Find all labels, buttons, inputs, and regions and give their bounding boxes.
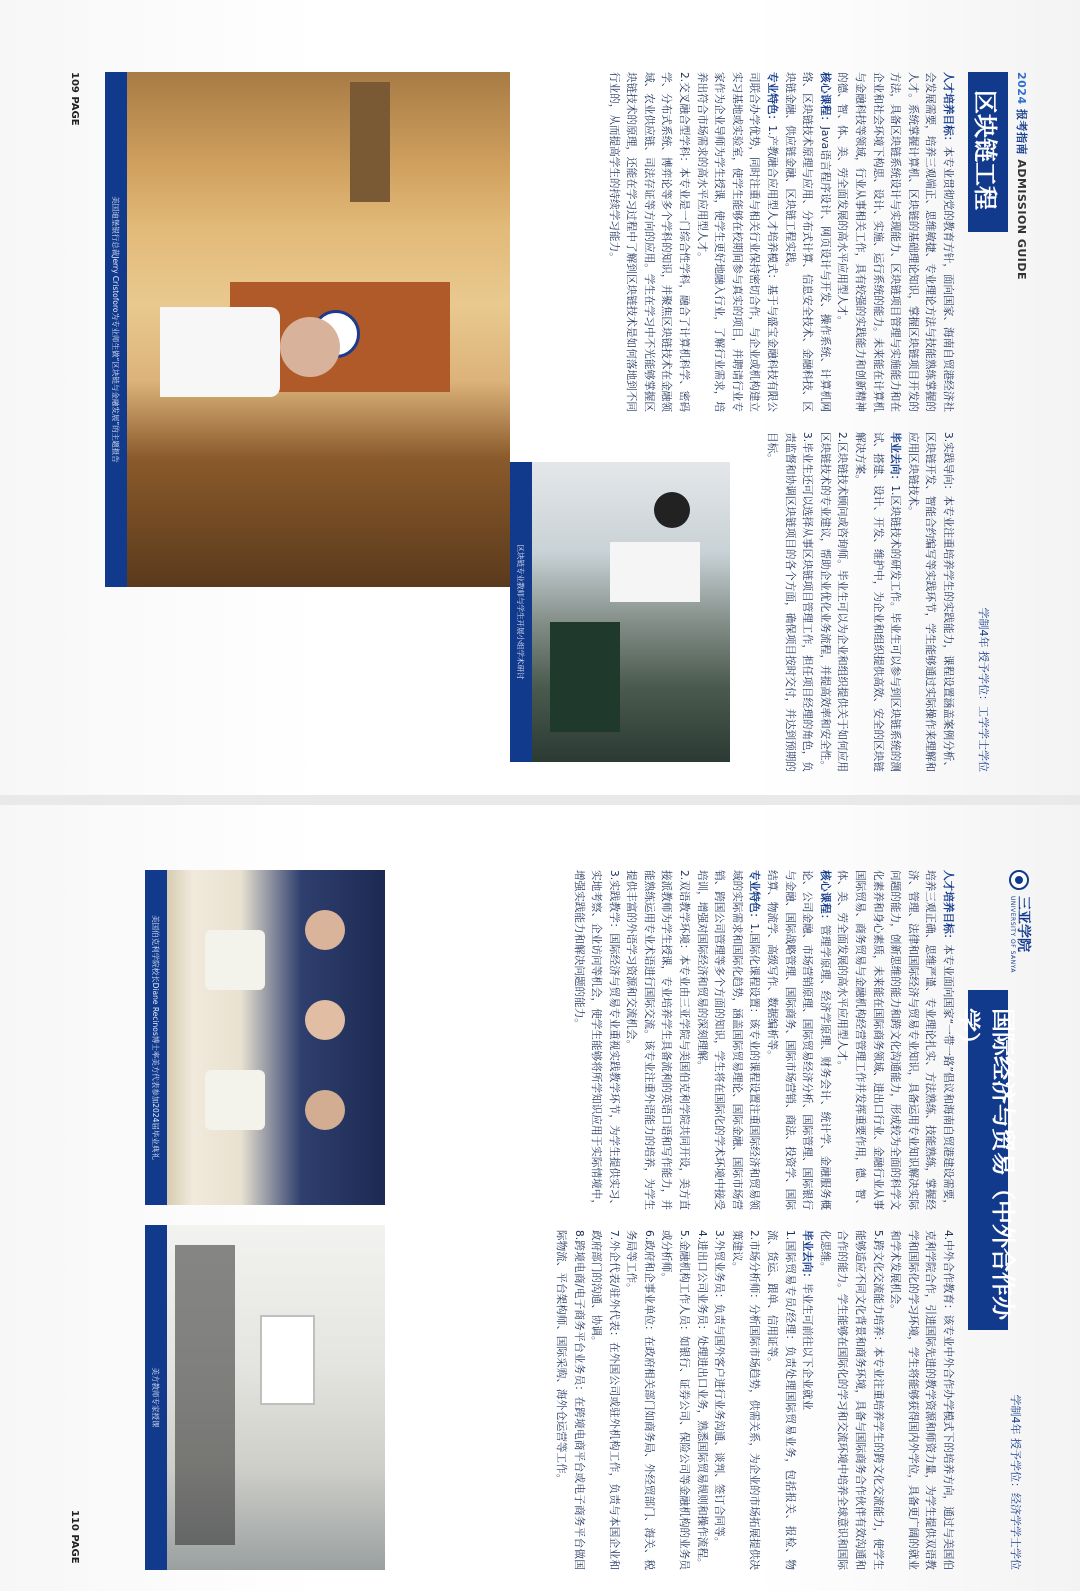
- photo-keynote-speaker: [105, 72, 510, 587]
- text-career-1: 1.区块链技术的研发工作。毕业生可以参与到区块链系统的测试、搭建、设计、开发、维护中，为企业和组织提供高效、安全的区块链解决方案。: [854, 432, 902, 773]
- degree-meta: 学制4年 授予学位：经济学学士学位: [1009, 1394, 1022, 1570]
- text-feature-1: 1.国际化课程设置：该专业的课程设置注重国际经济和贸易领域的实际需求和国际化趋势，涵盖国际贸易理论、国际金融、国际市场营销、跨国公司管理等多个方面的知识，学生将在国际化的学术环境中接受培训，增强对国际经济和贸易的深刻理解。: [695, 870, 761, 1211]
- photo-lecture: [145, 1225, 385, 1570]
- text-career-intro: 毕业生可前往以下企业就业: [801, 1282, 814, 1411]
- photo-caption: 美方教师专家授课: [145, 1225, 167, 1570]
- label-goal: 人才培养目标：: [942, 72, 954, 147]
- page-110: [0, 805, 1080, 1591]
- page-number: 110 PAGE: [69, 1510, 80, 1564]
- label-career: 毕业去向：: [801, 1230, 814, 1283]
- person-head: [305, 1000, 345, 1040]
- page-110-rotated-frame: [50, 870, 1030, 1570]
- text-feature-3: 3.实践导向：本专业注重培养学生的实践能力，课程设置涵盖案例分析、区块链开发、智能合约编写等实践环节，学生能够通过实际操作来理解和应用区块链技术。: [906, 432, 954, 772]
- person-head: [305, 910, 345, 950]
- photo-caption: 区块链专业教师与学生开展小组学术研讨: [510, 462, 532, 762]
- label-goal: 人才培养目标：: [942, 870, 954, 945]
- label-core: 核心课程：: [818, 72, 831, 127]
- university-seal-icon: [1010, 870, 1030, 890]
- text-career-3: 3.毕业生还可以选择从事区块链项目管理工作，担任项目经理的角色，负责监督和协调区块链项目的各个方面，确保项目按时交付，并达到预期的目标。: [766, 432, 814, 772]
- projector-screen: [260, 1315, 315, 1405]
- photo-graduation: [145, 870, 385, 1205]
- page-109: [0, 0, 1080, 795]
- text-career-3: 3.外贸业务员：负责与国外客户进行业务沟通、谈判、签订合同等。: [713, 1230, 726, 1548]
- text-feature-2: 2.交叉融合型学科：本专业是一门综合性学科，融合了计算机科学、密码学、分布式系统、博弈论等多个学科的知识，并聚焦区块链技术在金融领域、农业供应链、司法存证等方向的应用。学生在学习中不光能够掌握区块链技术的原理，还能在学习过程中了解到区块链技术是如何落地到不同行业的，从而提高学生的持续学习能力。: [607, 72, 691, 412]
- person-shirt: [610, 542, 700, 602]
- text-column-2: [551, 1230, 956, 1570]
- person-head: [654, 492, 690, 528]
- university-logo: [1009, 870, 1030, 973]
- person-head: [305, 1090, 345, 1130]
- logo-subtext: UNIVERSITY OF SANYA: [1009, 896, 1016, 973]
- page-title: 区块链工程: [968, 72, 1008, 232]
- text-career-4: 4.进出口公司业务员：处理进出口业务，熟悉国际贸易规则和操作流程。: [695, 1230, 708, 1569]
- label-career: 毕业去向：: [889, 432, 902, 486]
- text-goal: 本专业面向国家“一带一路”倡议和海南自贸港建设需要，培养三观正确、思维严谨、专业理论扎实、方法熟练、技能熟练，掌握经济、管理、法律和国际经济与贸易专业知识，具备运用专业知识解决实际问题的能力，创新思维的能力和跨文化沟通能力，形成较为全面的科学文化素养和身心素质，未来能在国际商务领域、进出口行业、金融行业从事国际贸易、商务贸易与金融机构经营管理工作并发挥重要作用，德、智、体、美、劳全面发展的高水平应用型人才。: [836, 870, 954, 1210]
- label-feature: 专业特色：: [748, 870, 761, 924]
- text-career-8: 8.跨境电商/电子商务平台业务员：在跨境电商平台或电子商务平台做国际物流、平台架构师、国际采购、海外仓运营等工作。: [554, 1230, 585, 1570]
- flower-bouquet: [205, 1070, 265, 1130]
- text-career-2: 2.区块链技术顾问或咨询师。毕业生可以为企业和组织提供关于如何应用区块链技术的专业建议，帮助企业优化业务流程，并提高效率和安全性。: [818, 432, 849, 772]
- photo-classroom-seminar: [510, 462, 730, 762]
- text-feature-5: 5.跨文化交流能力培养：本专业注重培养学生的跨文化交流能力，使学生能够适应不同文化背景和商务环境，具备与国际商务合作伙伴有效沟通和合作的能力。学生能够在国际化的学习和交流环境中培养全球意识和国际化思维。: [818, 1230, 884, 1570]
- text-career-2: 2.市场分析师：分析国际市场趋势，供需关系，为企业的市场拓展提供决策建议。: [730, 1230, 761, 1570]
- text-column-1: [604, 72, 956, 412]
- page-gap: [0, 795, 1080, 805]
- label-feature: 专业特色：: [766, 72, 779, 126]
- text-feature-4: 4.中外合作教育：该专业中外合作办学模式下的培养方向，通过与美国伯克利学院合作，引进国际先进的教学资源和师资力量，为学生提供双语教学和国际化的学习环境，学生将能够获得国内外学位，具备更广阔的就业和学术发展机会。: [889, 1230, 954, 1570]
- page-title: 国际经济与贸易（中外合作办学）: [968, 990, 1008, 1330]
- speaker-body: [160, 307, 280, 397]
- stage-prop: [350, 82, 390, 202]
- text-core: 管理学原理、经济学原理、财务会计、统计学、金融服务概论、公司金融、市场营销原理、国际贸易经济分析、国际管理、国际银行与金融、国际战略管理、国际商务、国际市场营销、商法、投资学、国际结算、物流学、高级写作、数据编析等。: [766, 870, 831, 1211]
- text-career-7: 7.外企代表/驻外代表：在外国公司或驻外机构工作，负责与本国企业和政府部门的沟通、协调。: [590, 1230, 620, 1570]
- flower-bouquet: [205, 930, 265, 990]
- page-109-rotated-frame: [50, 72, 1030, 772]
- text-column-1: [569, 870, 956, 1210]
- text-feature-1: 1.产教融合应用型人才培养模式：基于与盛宝金融科技有限公司联合办学优势，同时注重与相关行业保持密切合作，与企业或机构建立实习基地或实验室，使学生能够在校期间参与真实的项目，并聘请行业专家作为企业导师为学生授课，使学生更好地融入行业，了解行业需求，培养出符合市场需求的高水平应用型人才。: [695, 72, 779, 413]
- degree-meta: 学制4年 授予学位：工学学士学位: [977, 607, 990, 772]
- label-core: 核心课程：: [818, 870, 831, 925]
- text-goal: 本专业贯彻党的教育方针，面向国家、海南自贸港经济社会发展需要，培养三观端正、思维敏捷、专业理论方法与技能熟练掌握的人才。系统掌握计算机、区块链的基础理论知识，掌握区块链项目开发的方法，具备区块链系统设计与实现能力、区块链项目管理与实施能力和在企业和社会环境下构思、设计、实施、运行系统的能力。未来能在计算机与金融科技等领域，行业从事相关工作，具有较强的实践能力和创新精神的德、智、体、美、劳全面发展的高水平应用型人才。: [836, 72, 954, 413]
- text-column-2: [762, 432, 956, 772]
- header-year: 2024: [1015, 72, 1028, 105]
- photo-caption: 美国迪堡银行总裁Jerry Cristoforo为专业师生做“区块链与金融发展”的主题报告: [105, 72, 127, 587]
- text-core: Java语言程序设计、网页设计与开发、操作系统、计算机网络、区块链技术原理与应用、分布式计算、信息安全技术、金融科技、区块链金融、供应链金融、区块链工程实践。: [783, 72, 831, 412]
- logo-text: 三亚学院: [1015, 896, 1031, 952]
- photo-caption: 美国伯克利学院校长Diane Recinos博士率美方代表参加2024届毕业典礼: [145, 870, 167, 1205]
- text-career-1: 1.国际贸易专员/经理：负责处理国际贸易业务，包括报关、报检、物流、货运、跟单、信用证等。: [766, 1230, 796, 1570]
- students-row: [175, 1245, 235, 1545]
- text-feature-3: 3.实践教学：国际经济与贸易专业重视实践教学环节，为学生提供实习、实地考察、企业访问等机会，使学生能够将所学知识应用于实际情境中，增强实践能力和解决问题的能力。: [572, 870, 620, 1210]
- text-feature-2: 2.双语教学环境：本专业由三亚学院与美国伯克利学院共同开设，美方直接派教师为学生授课，专业培养学生具备流利的英语口语和写作能力，并能熟练运用专业术语进行国际交流。该专业注重外语能力的培养，为学生提供丰富的外语学习资源和交流机会。: [625, 870, 691, 1210]
- header-guide-en: ADMISSION GUIDE: [1015, 159, 1028, 281]
- header-guide-cn: 报考指南: [1015, 108, 1028, 155]
- text-career-6: 6.政府和企事业单位：在政府相关部门如商务局、外经贸部门、海关、税务局等工作。: [625, 1230, 655, 1570]
- page-number: 109 PAGE: [69, 72, 80, 126]
- header-guide: [1014, 72, 1030, 280]
- blackboard: [550, 622, 620, 732]
- text-career-5: 5.金融机构工作人员：如银行、证券公司、保险公司等金融机构的业务员或分析师。: [660, 1230, 691, 1570]
- speaker-head: [280, 317, 340, 377]
